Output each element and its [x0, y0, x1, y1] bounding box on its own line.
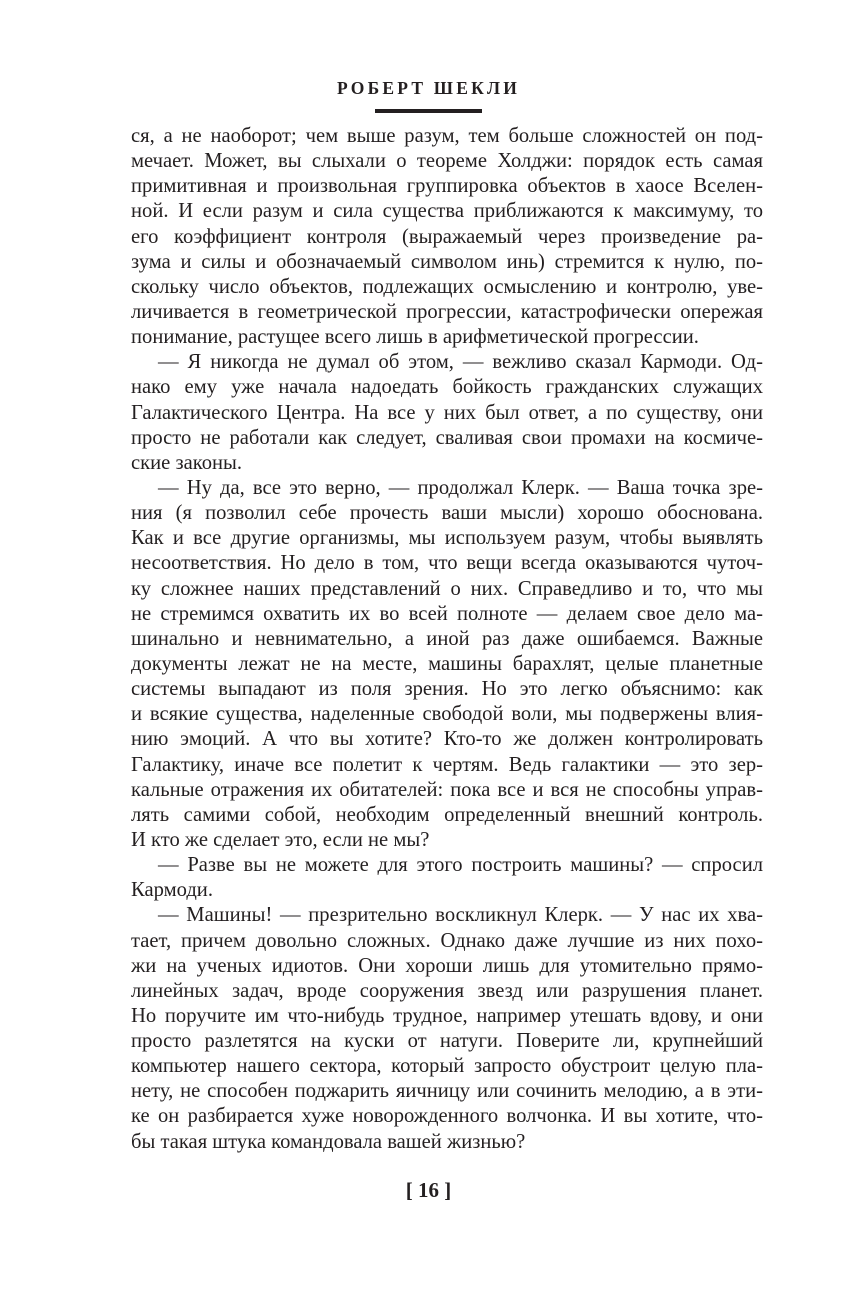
text-line: Но поручите им что-нибудь трудное, например утешать вдову, и они [131, 1004, 763, 1027]
running-title: РОБЕРТ ШЕКЛИ [336, 78, 521, 98]
text-line: Галактического Центра. На все у них был ответ, а по существу, они [131, 401, 763, 424]
text-line: просто разлетятся на куски от натуги. Поверите ли, крупнейший [131, 1030, 763, 1053]
text-line: лять самими собой, необходим определенный внешний контроль. [131, 803, 763, 826]
text-line: Галактику, иначе все полетит к чертям. Ведь галактики — это зер- [131, 753, 763, 776]
text-line: нету, не способен поджарить яичницу или сочинить мелодию, а в эти- [131, 1080, 763, 1103]
text-line: ке он разбирается хуже новорожденного волчонка. И вы хотите, что- [131, 1105, 763, 1128]
text-line: тает, причем довольно сложных. Однако даже лучшие из них похо- [131, 929, 763, 952]
text-line: шинально и невнимательно, а иной раз даже ошибаемся. Важные [131, 627, 763, 650]
text-line: зума и силы и обозначаемый символом инь) стремится к нулю, по- [131, 250, 763, 273]
text-line: жи на ученых идиотов. Они хороши лишь для утомительно прямо- [131, 954, 763, 977]
text-line: ские законы. [131, 451, 242, 474]
text-line: системы выпадают из поля зрения. Но это легко объяснимо: как [131, 678, 763, 701]
text-line: примитивная и произвольная группировка объектов в хаосе Вселен- [131, 175, 763, 198]
text-line: и всякие существа, наделенные свободой воли, мы подвержены влия- [131, 703, 763, 726]
text-line: документы лежат не на месте, машины барахлят, целые планетные [131, 652, 763, 675]
text-line: кальные отражения их обитателей: пока все и вся не способны управ- [131, 778, 763, 801]
text-line: понимание, растущее всего лишь в арифметической прогрессии. [131, 326, 699, 349]
page-number: [ 16 ] [405, 1178, 452, 1202]
text-line: личивается в геометрической прогрессии, катастрофически опережая [131, 300, 763, 323]
text-line: Кармоди. [131, 879, 213, 902]
text-line: линейных задач, вроде сооружения звезд или разрушения планет. [131, 979, 763, 1002]
text-line: компьютер нашего сектора, который запросто обустроит целую пла- [131, 1055, 763, 1078]
text-line: ся, а не наоборот; чем выше разум, тем больше сложностей он под- [131, 125, 763, 147]
text-line: бы такая штука командовала вашей жизнью? [131, 1130, 526, 1153]
text-line: мечает. Может, вы слыхали о теореме Холджи: порядок есть самая [131, 150, 763, 173]
text-line: — Ну да, все это верно, — продолжал Клерк. — Ваша точка зре- [158, 476, 763, 499]
text-line: его коэффициент контроля (выражаемый через произведение ра- [131, 225, 763, 248]
text-line: ной. И если разум и сила существа приближаются к максимуму, то [131, 200, 763, 223]
text-line: — Машины! — презрительно воскликнул Клерк. — У нас их хва- [158, 904, 763, 927]
text-line: не стремимся охватить их во всей полноте — делаем свое дело ма- [131, 602, 763, 625]
text-line: — Разве вы не можете для этого построить машины? — спросил [158, 854, 763, 877]
body-text [131, 124, 763, 1155]
text-line: нако ему уже начала надоедать бойкость гражданских служащих [131, 376, 763, 399]
text-line: Как и все другие организмы, мы используем разум, чтобы выявлять [131, 527, 763, 550]
text-line: просто не работали как следует, сваливая свои промахи на космиче- [131, 426, 763, 449]
text-line: нию эмоций. А что вы хотите? Кто-то же должен контролировать [131, 728, 763, 751]
text-line: ния (я позволил себе прочесть ваши мысли) хорошо обоснована. [131, 502, 763, 525]
text-line: — Я никогда не думал об этом, — вежливо сказал Кармоди. Од- [158, 351, 763, 374]
text-line: ку сложнее наших представлений о них. Справедливо и то, что мы [131, 577, 763, 600]
text-line: И кто же сделает это, если не мы? [131, 828, 430, 851]
text-line: скольку число объектов, подлежащих осмыслению и контролю, уве- [131, 275, 763, 298]
text-line: несоответствия. Но дело в том, что вещи всегда оказываются чуточ- [131, 552, 763, 575]
header-rule [375, 109, 482, 113]
